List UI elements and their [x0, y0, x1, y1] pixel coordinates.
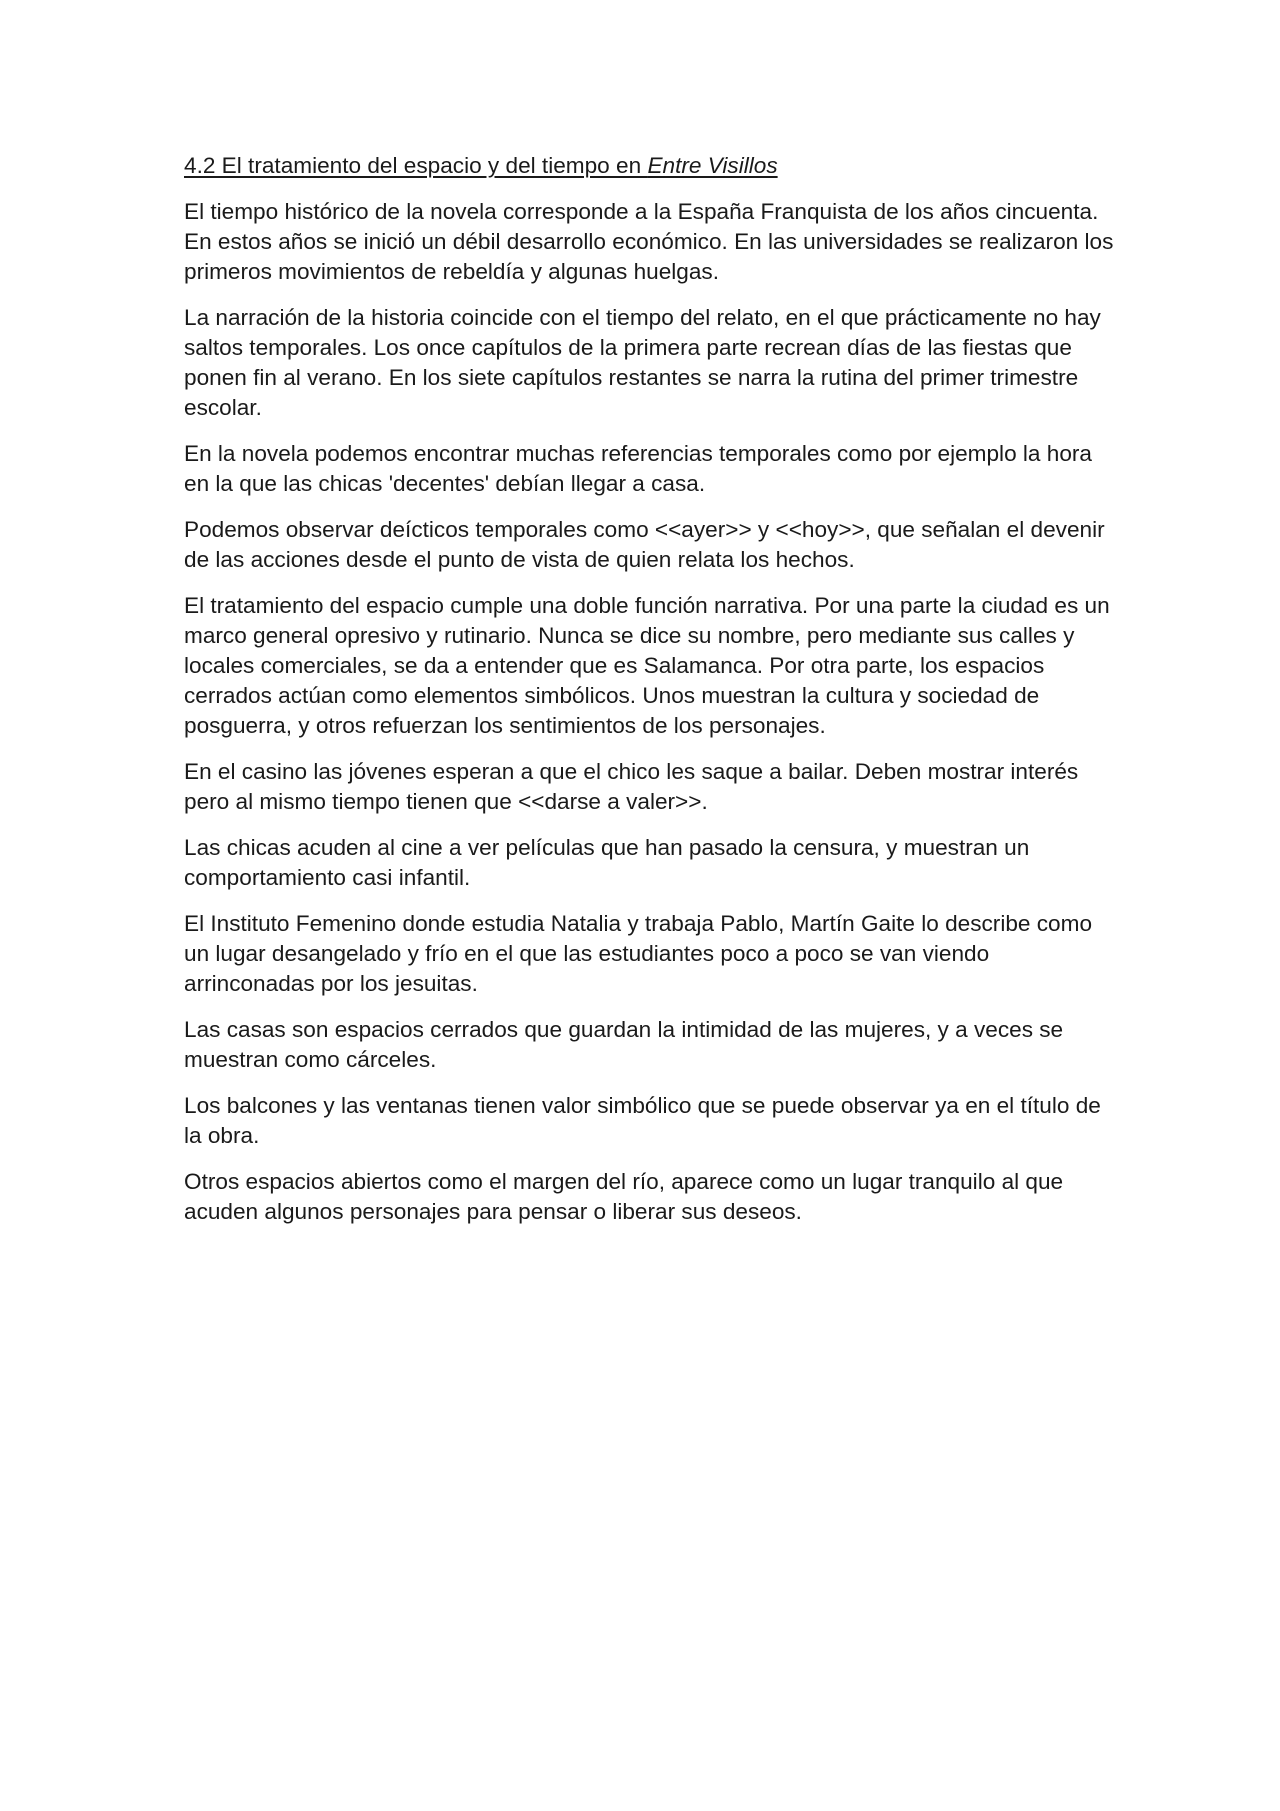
paragraph-deictics: Podemos observar deícticos temporales como <<ayer>> y <<hoy>>, que señalan el devenir de las acciones desde el punto de vista de quien relata los hechos. [184, 517, 1105, 572]
paragraph-open-spaces: Otros espacios abiertos como el margen del río, aparece como un lugar tranquilo al que acuden algunos personajes para pensar o liberar sus deseos. [184, 1169, 1064, 1224]
section-heading-text: 4.2 El tratamiento del espacio y del tiempo en [184, 153, 648, 178]
paragraph-narration-time: La narración de la historia coincide con el tiempo del relato, en el que prácticamente no hay saltos temporales. Los once capítulos de la primera parte recrean días de las fiestas que ponen fin al verano. En los siete capítulos restantes se narra la rutina del primer trimestre escolar. [184, 305, 1101, 420]
paragraph-houses: Las casas son espacios cerrados que guardan la intimidad de las mujeres, y a veces se muestran como cárceles. [184, 1017, 1064, 1072]
paragraph-space-treatment: El tratamiento del espacio cumple una doble función narrativa. Por una parte la ciudad es un marco general opresivo y rutinario. Nunca se dice su nombre, pero mediante sus calles y locales comerciales, se da a entender que es Salamanca. Por otra parte, los espacios cerrados actúan como elementos simbólicos. Unos muestran la cultura y sociedad de posguerra, y otros refuerzan los sentimientos de los personajes. [184, 593, 1110, 738]
novel-title: Entre Visillos [647, 153, 778, 178]
paragraph-cinema: Las chicas acuden al cine a ver películas que han pasado la censura, y muestran un comportamiento casi infantil. [184, 835, 1030, 890]
document-body [184, 151, 1114, 1243]
paragraph-temporal-references: En la novela podemos encontrar muchas referencias temporales como por ejemplo la hora en la que las chicas 'decentes' debían llegar a casa. [184, 441, 1092, 496]
paragraph-historical-time: El tiempo histórico de la novela corresponde a la España Franquista de los años cincuenta. En estos años se inició un débil desarrollo económico. En las universidades se realizaron los primeros movimientos de rebeldía y algunas huelgas. [184, 199, 1114, 284]
paragraph-institute: El Instituto Femenino donde estudia Natalia y trabaja Pablo, Martín Gaite lo describe como un lugar desangelado y frío en el que las estudiantes poco a poco se van viendo arrinconadas por los jesuitas. [184, 911, 1093, 996]
paragraph-casino: En el casino las jóvenes esperan a que el chico les saque a bailar. Deben mostrar interés pero al mismo tiempo tienen que <<darse a valer>>. [184, 759, 1079, 814]
section-heading [184, 151, 1114, 181]
paragraph-balconies: Los balcones y las ventanas tienen valor simbólico que se puede observar ya en el título de la obra. [184, 1093, 1101, 1148]
